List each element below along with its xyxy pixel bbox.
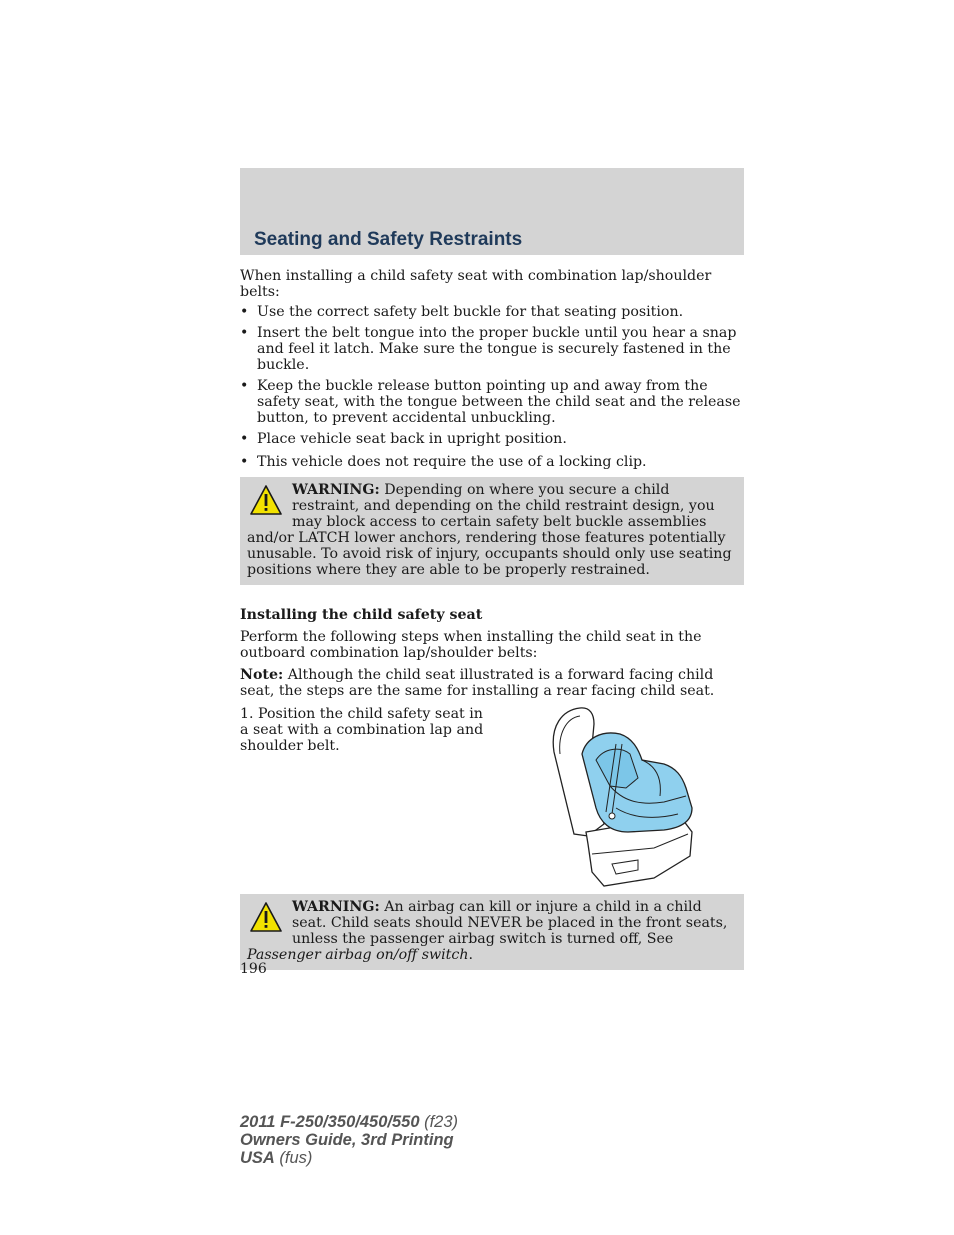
bullet-text: Insert the belt tongue into the proper buckle until you hear a snap and feel it latch. Make sure the tongue is securely fastened in the buckle. (257, 325, 737, 373)
subheading: Installing the child safety seat (240, 607, 483, 623)
warning-label: WARNING: (292, 899, 380, 915)
warning-box-latch (240, 477, 744, 585)
section-intro: Perform the following steps when installing the child seat in the outboard combination lap/shoulder belts: (240, 629, 702, 661)
page-number: 196 (240, 961, 267, 977)
list-item: • Place vehicle seat back in upright position. (240, 431, 567, 447)
list-item: • Use the correct safety belt buckle for that seating position. (240, 304, 684, 320)
intro-text: When installing a child safety seat with combination lap/shoulder belts: (240, 268, 712, 300)
footer-line-1 (240, 1113, 458, 1131)
list-item: • This vehicle does not require the use of a locking clip. (240, 454, 647, 470)
footer-line-3 (240, 1149, 458, 1167)
step-1-text: 1. Position the child safety seat in a seat with a combination lap and shoulder belt. (240, 706, 484, 754)
footer-model: 2011 F-250/350/450/550 (240, 1113, 420, 1131)
warning-triangle-icon (250, 484, 282, 516)
cross-reference-link[interactable]: Passenger airbag on/off switch (247, 947, 469, 963)
list-item: • Keep the buckle release button pointing up and away from the safety seat, with the tongue between the child seat and the release button, to prevent accidental unbuckling. (240, 378, 741, 426)
bullet-text: Use the correct safety belt buckle for that seating position. (257, 304, 684, 320)
footer-line-2 (240, 1131, 458, 1149)
warning-text: An airbag can kill or injure a child in a child seat. Child seats should NEVER be placed in the front seats, unless the passenger airbag switch is turned off, See (292, 899, 728, 947)
section-title: Seating and Safety Restraints (254, 229, 523, 250)
footer-region-code: (fus) (274, 1149, 313, 1167)
bullet-list (240, 304, 744, 470)
bullet-text: Place vehicle seat back in upright position. (257, 431, 567, 447)
note-label: Note: (240, 667, 284, 683)
warning-triangle-icon (250, 901, 282, 933)
warning-box-airbag (240, 894, 744, 970)
footer-code: (f23) (419, 1113, 459, 1131)
bullet-text: Keep the buckle release button pointing up and away from the safety seat, with the tongue between the child seat and the release button, to prevent accidental unbuckling. (257, 378, 741, 426)
warning-text: Depending on where you secure a child restraint, and depending on the child restraint design, you may block access to certain safety belt buckle assemblies and/or LATCH lower anchors, rendering those features potentially unusable. To avoid risk of injury, occupants should only use seating positions where they are able to be properly restrained. (247, 482, 732, 578)
page-content (240, 268, 744, 970)
section-header (240, 168, 744, 255)
footer-region: USA (240, 1149, 275, 1167)
warning-end: . (468, 947, 473, 963)
list-item: • Insert the belt tongue into the proper buckle until you hear a snap and feel it latch. Make sure the tongue is securely fastened in the buckle. (240, 325, 737, 373)
note-paragraph (240, 667, 744, 699)
child-seat-illustration (546, 704, 696, 890)
warning-label: WARNING: (292, 482, 380, 498)
bullet-text: This vehicle does not require the use of a locking clip. (257, 454, 647, 470)
footer-printing: Owners Guide, 3rd Printing (240, 1131, 454, 1149)
step-row (240, 706, 744, 892)
note-text: Although the child seat illustrated is a forward facing child seat, the steps are the same for installing a rear facing child seat. (240, 667, 715, 699)
footer (240, 1113, 458, 1167)
